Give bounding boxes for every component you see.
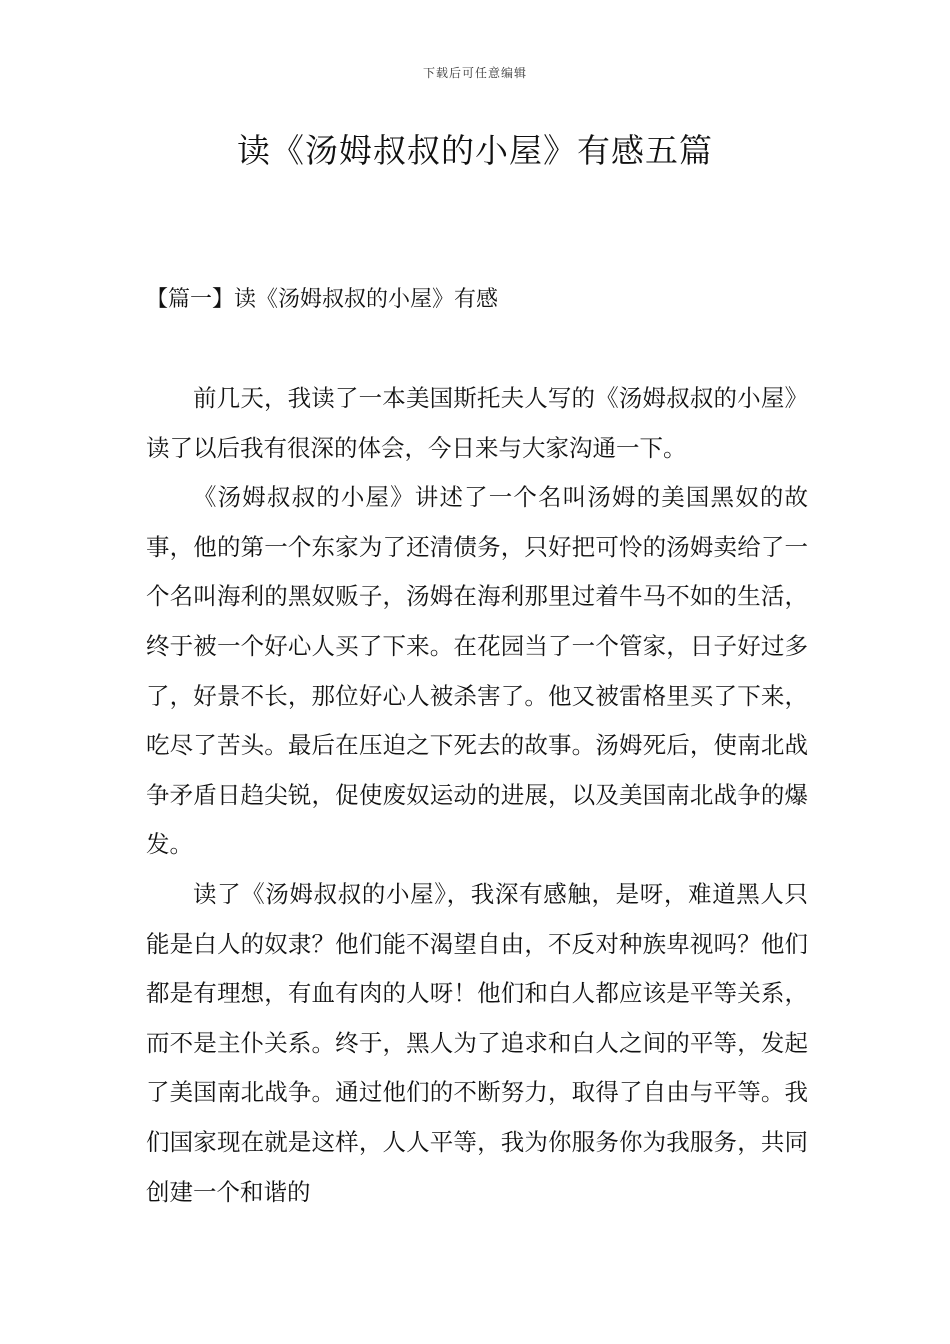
- paragraph-2: 《汤姆叔叔的小屋》讲述了一个名叫汤姆的美国黑奴的故事，他的第一个东家为了还清债务，只好把可怜的汤姆卖给了一个名叫海利的黑奴贩子，汤姆在海利那里过着牛马不如的生活，终于被一个好心人买了下来。在花园当了一个管家，日子好过多了，好景不长，那位好心人被杀害了。他又被雷格里买了下来，吃尽了苦头。最后在压迫之下死去的故事。汤姆死后，使南北战争矛盾日趋尖锐，促使废奴运动的进展，以及美国南北战争的爆发。: [146, 483, 808, 859]
- header-note: 下载后可任意编辑: [422, 66, 527, 80]
- document-title: 读《汤姆叔叔的小屋》有感五篇: [237, 131, 713, 170]
- paragraph-1: 前几天，我读了一本美国斯托夫人写的《汤姆叔叔的小屋》读了以后我有很深的体会，今日来与大家沟通一下。: [146, 384, 808, 462]
- section-heading: 【篇一】读《汤姆叔叔的小屋》有感: [146, 287, 499, 312]
- body-text: [146, 374, 808, 1217]
- paragraph-3: 读了《汤姆叔叔的小屋》，我深有感触，是呀，难道黑人只能是白人的奴隶？他们能不渴望自由，不反对种族卑视吗？他们都是有理想，有血有肉的人呀！他们和白人都应该是平等关系，而不是主仆关系。终于，黑人为了追求和白人之间的平等，发起了美国南北战争。通过他们的不断努力，取得了自由与平等。我们国家现在就是这样，人人平等，我为你服务你为我服务，共同创建一个和谐的: [146, 879, 808, 1206]
